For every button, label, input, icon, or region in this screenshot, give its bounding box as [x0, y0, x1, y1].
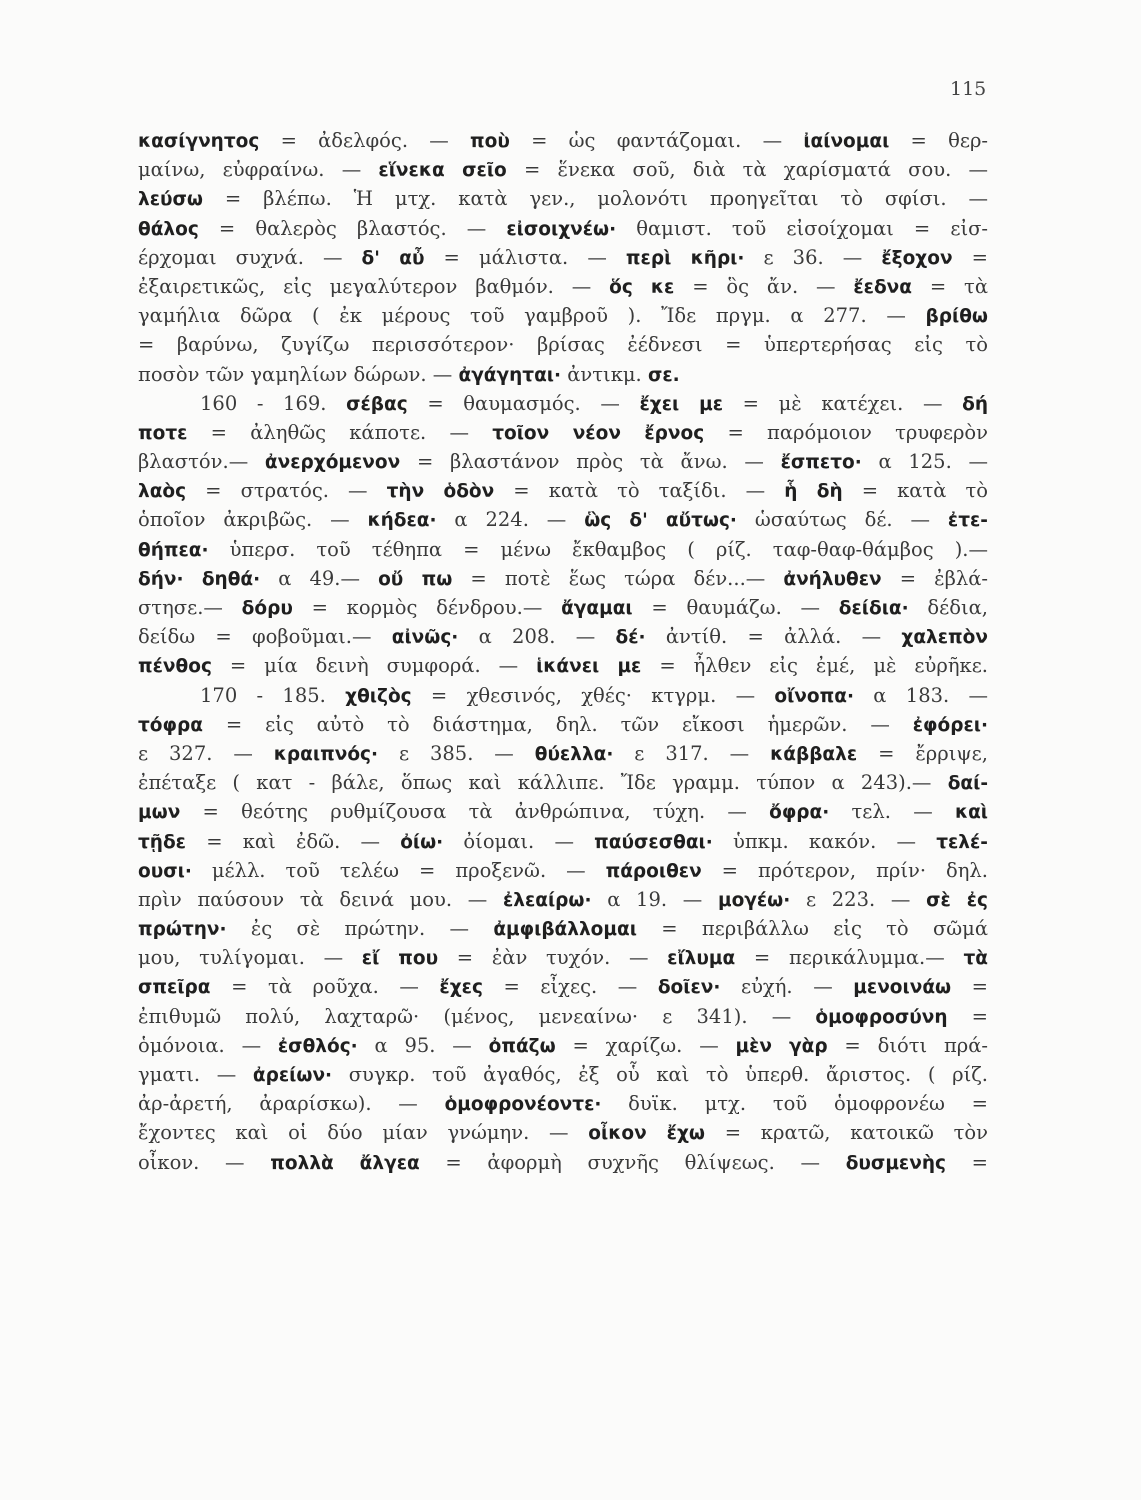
text-line	[138, 972, 988, 1001]
lemma-term: ἱκάνει με	[536, 656, 642, 678]
gloss-text: = περικάλυμμα.—	[735, 946, 964, 970]
gloss-text: ἐξαιρετικῶς, εἰς μεγαλύτερον βαθμόν. —	[138, 274, 610, 298]
text-line	[138, 651, 988, 680]
lemma-term: τὰ	[963, 948, 988, 970]
gloss-text: = ἐβλά-	[881, 566, 989, 590]
lemma-term: αἰνῶς·	[391, 627, 459, 649]
lemma-term: ἀμφιβάλλομαι	[493, 919, 637, 941]
gloss-text: = εἰς αὐτὸ τὸ διάστημα, δηλ. τῶν εἴκοσι ἡμερῶν. —	[202, 712, 913, 736]
gloss-text: = ἀδελφός. —	[259, 129, 470, 152]
gloss-text: = κατὰ τὸ ταξίδι. —	[494, 479, 785, 503]
lemma-term: χθιζὸς	[345, 685, 412, 707]
gloss-text: βλαστόν.—	[138, 450, 265, 474]
gloss-text: γματι. —	[138, 1063, 253, 1086]
text-line	[138, 739, 988, 768]
gloss-text: ὀίομαι. —	[443, 829, 595, 853]
text-line	[138, 1060, 988, 1089]
lemma-term: ἄγαμαι	[561, 598, 633, 619]
gloss-text: = ἔρριψε,	[857, 741, 988, 765]
gloss-text: ποσὸν τῶν γαμηλίων δώρων. —	[138, 362, 459, 386]
gloss-text: = μάλιστα. —	[424, 245, 626, 269]
gloss-text: α 125. —	[861, 450, 989, 474]
gloss-text: = θαλερὸς βλαστός. —	[198, 216, 507, 240]
gloss-text: ἀντίθ. = ἀλλά. —	[645, 625, 902, 649]
lemma-term: βρίθω	[925, 306, 988, 328]
gloss-text: οἶκον. —	[138, 1150, 271, 1174]
lemma-term: σέβας	[346, 393, 408, 415]
lemma-term: ὁμοφροσύνη	[815, 1006, 948, 1028]
gloss-text: ὑπερσ. τοῦ τέθηπα = μένω ἔκθαμβος ( ρίζ. ταφ-θαφ-θάμβος ).—	[208, 537, 988, 561]
gloss-text: = θεότης ρυθμίζουσα τὰ ἀνθρώπινα, τύχη. —	[180, 800, 770, 824]
lemma-term: εἵνεκα σεῖο	[378, 160, 507, 182]
lemma-term: εἴλυμα	[667, 948, 736, 970]
text-line	[138, 564, 988, 593]
gloss-text: = χαρίζω. —	[555, 1033, 736, 1057]
lemma-term: εἰσοιχνέω·	[506, 218, 617, 240]
text-line	[138, 418, 988, 447]
gloss-text: ἐπιθυμῶ πολύ, λαχταρῶ· (μένος, μενεαίνω· ε 341). —	[138, 1004, 816, 1028]
text-line	[138, 505, 988, 534]
lemma-term: ἧ δὴ	[784, 481, 843, 503]
gloss-text: ε 36. —	[744, 245, 882, 269]
gloss-text: = τὰ	[912, 274, 989, 298]
lemma-term: σε.	[647, 364, 680, 386]
lemma-term: μογέω·	[717, 889, 791, 911]
gloss-text: α 183. —	[854, 683, 989, 707]
lemma-term: οἴνοπα·	[774, 685, 854, 707]
gloss-text: δυϊκ. μτχ. τοῦ ὁμοφρονέω =	[601, 1092, 988, 1116]
lemma-term: ὀπάζω	[488, 1035, 556, 1057]
lemma-term: κραιπνός·	[273, 743, 379, 765]
lemma-term: ἔεδνα	[853, 276, 912, 298]
gloss-text: πρὶν παύσουν τὰ δεινά μου. —	[138, 887, 503, 911]
lemma-term: εἴ που	[361, 948, 439, 970]
text-line	[138, 710, 988, 739]
gloss-text: = ἐὰν τυχόν. —	[438, 946, 668, 970]
gloss-text: ἀρ-ἀρετή, ἀραρίσκω). —	[138, 1092, 445, 1116]
lemma-term: οἶκον ἔχω	[588, 1123, 705, 1145]
gloss-text: ἐπέταξε ( κατ - βάλε, ὅπως καὶ κάλλιπε. Ἴδε γραμμ. τύπον α 243).—	[138, 771, 948, 795]
lemma-term: θήπεα·	[138, 539, 209, 561]
gloss-text: ε 223. —	[790, 887, 927, 911]
gloss-text: = διότι πρά-	[827, 1033, 988, 1057]
gloss-text: = ποτὲ ἕως τώρα δέν...—	[452, 566, 784, 590]
gloss-text: ὡσαύτως δέ. —	[736, 508, 948, 532]
gloss-text: = βαρύνω, ζυγίζω περισσότερον· βρίσας ἐέδνεσι = ὑπερτερήσας εἰς τὸ	[138, 333, 988, 357]
gloss-text: = παρόμοιον τρυφερὸν	[704, 420, 988, 444]
text-line	[138, 622, 988, 651]
lemma-term: δόρυ	[241, 598, 293, 619]
text-line	[138, 330, 988, 359]
lemma-term: ὁμοφρονέοντε·	[444, 1094, 602, 1116]
text-line	[138, 885, 988, 914]
text-line	[138, 943, 988, 972]
gloss-text: = θερ-	[889, 129, 989, 152]
gloss-text: ε 327. —	[138, 741, 274, 765]
lemma-term: κασίγνητος	[138, 131, 260, 152]
gloss-text: = στρατός. —	[186, 479, 387, 503]
gloss-text: = κατὰ τὸ	[842, 479, 989, 503]
lemma-term: οὔ πω	[378, 568, 453, 590]
text-line	[138, 1118, 988, 1147]
gloss-text: ἔχοντες καὶ οἱ δύο μίαν γνώμην. —	[138, 1121, 589, 1145]
gloss-text: α 95. —	[357, 1033, 489, 1057]
text-line	[138, 272, 988, 301]
text-line	[138, 476, 988, 505]
gloss-text: α 49.—	[260, 566, 379, 590]
lemma-term: ποτε	[138, 422, 188, 444]
gloss-text: =	[947, 1004, 988, 1028]
lemma-term: ἀρείων·	[252, 1065, 333, 1086]
lemma-term: δαί-	[947, 773, 988, 795]
gloss-text: = θαυμάζω. —	[632, 596, 839, 619]
gloss-text: = θαυμασμός. —	[407, 391, 640, 415]
gloss-text: =	[952, 245, 988, 269]
lemma-term: ἐλεαίρω·	[502, 889, 592, 911]
lemma-term: δείδια·	[838, 598, 909, 619]
text-line	[138, 360, 988, 389]
gloss-text: ἀντικμ.	[561, 362, 648, 386]
lemma-term: ἀνερχόμενον	[264, 452, 401, 474]
lemma-term: τῇδε	[138, 831, 186, 853]
text-line	[138, 1002, 988, 1031]
text-line	[138, 681, 988, 710]
gloss-text: ε 317. —	[613, 741, 771, 765]
gloss-text: =	[945, 1150, 989, 1174]
lemma-term: δήν· δηθά·	[138, 568, 261, 590]
text-line	[138, 827, 988, 856]
lemma-term: πολλὰ ἄλγεα	[270, 1152, 420, 1174]
text-line	[138, 768, 988, 797]
lemma-term: πρώτην·	[138, 919, 227, 941]
text-line	[138, 243, 988, 272]
lemma-term: ουσι·	[138, 860, 192, 882]
gloss-text: =	[951, 975, 989, 999]
gloss-text: = κρατῶ, κατοικῶ τὸν	[704, 1121, 988, 1145]
gloss-text: μου, τυλίγομαι. —	[138, 946, 362, 970]
gloss-text: μαίνω, εὐφραίνω. —	[138, 158, 379, 182]
lemma-term: δ' αὖ	[361, 247, 425, 269]
gloss-text: ὁποῖον ἀκριβῶς. —	[138, 508, 368, 532]
gloss-text: = εἶχες. —	[482, 975, 658, 999]
lemma-term: πάροιθεν	[605, 860, 702, 882]
gloss-text: 170 - 185.	[200, 683, 346, 707]
lemma-term: ἔχες	[439, 977, 483, 999]
text-line	[138, 447, 988, 476]
gloss-text: στησε.—	[138, 596, 242, 619]
lemma-term: ὀίω·	[400, 831, 444, 853]
gloss-text: συγκρ. τοῦ ἀγαθός, ἐξ οὗ καὶ τὸ ὑπερθ. ἄριστος. ( ρίζ.	[332, 1063, 988, 1086]
lemma-term: σπεῖρα	[138, 977, 211, 999]
lemma-term: ὣς δ' αὔτως·	[584, 510, 737, 532]
text-line	[138, 389, 988, 418]
text-line	[138, 301, 988, 330]
gloss-text: = ἦλθεν εἰς ἐμέ, μὲ εὐρῆκε.	[641, 654, 988, 678]
text-line	[138, 184, 988, 213]
lemma-term: μων	[138, 802, 181, 824]
gloss-text: = πρότερον, πρίν· δηλ.	[701, 858, 988, 882]
lemma-term: τοῖον νέον ἔρνος	[492, 422, 705, 444]
gloss-text: θαμιστ. τοῦ εἰσοίχομαι = εἰσ-	[616, 216, 988, 240]
lemma-term: μὲν γὰρ	[735, 1035, 828, 1057]
gloss-text: ε 385. —	[378, 741, 535, 765]
lemma-term: παύσεσθαι·	[594, 831, 713, 853]
gloss-text: μέλλ. τοῦ τελέω = προξενῶ. —	[191, 858, 606, 882]
text-line	[138, 914, 988, 943]
gloss-text: = ὃς ἄν. —	[674, 274, 854, 298]
lemma-term: περὶ κῆρι·	[625, 247, 745, 269]
gloss-text: δείδω = φοβοῦμαι.—	[138, 625, 392, 649]
lemma-term: δέ·	[615, 627, 646, 649]
text-line	[138, 1031, 988, 1060]
gloss-text: γαμήλια δῶρα ( ἐκ μέρους τοῦ γαμβροῦ ). Ἴδε πργμ. α 277. —	[138, 304, 926, 328]
gloss-text: = τὰ ροῦχα. —	[210, 975, 440, 999]
gloss-text: = ἀφορμὴ συχνῆς θλίψεως. —	[419, 1150, 846, 1174]
gloss-text: = ὡς φαντάζομαι. —	[509, 129, 804, 152]
text-line	[138, 1089, 988, 1118]
lemma-term: μενοινάω	[853, 977, 952, 999]
lemma-term: δοῖεν·	[657, 977, 721, 999]
gloss-text: = ἀληθῶς κάποτε. —	[187, 420, 493, 444]
text-line	[138, 797, 988, 826]
gloss-text: εὐχή. —	[720, 975, 854, 999]
gloss-text: = χθεσινός, χθές· κτγρμ. —	[411, 683, 775, 707]
lemma-term: ἐφόρει·	[912, 714, 988, 736]
text-line	[138, 593, 988, 622]
gloss-text: = κορμὸς δένδρου.—	[292, 596, 562, 619]
glossary-text-block	[138, 126, 988, 1177]
gloss-text: ὑπκμ. κακόν. —	[712, 829, 937, 853]
gloss-text: τελ. —	[829, 800, 955, 824]
gloss-text: α 208. —	[458, 625, 616, 649]
gloss-text: = βλέπω. Ἡ μτχ. κατὰ γεν., μολονότι προηγεῖται τὸ σφίσι. —	[203, 187, 988, 211]
lemma-term: ποὺ	[470, 131, 510, 152]
gloss-text: = ἕνεκα σοῦ, διὰ τὰ χαρίσματά σου. —	[506, 158, 988, 182]
gloss-text: ὁμόνοια. —	[138, 1033, 278, 1057]
lemma-term: λεύσω	[138, 189, 203, 211]
lemma-term: δή	[962, 393, 988, 415]
text-line	[138, 535, 988, 564]
lemma-term: ὄφρα·	[769, 802, 830, 824]
lemma-term: τὴν ὁδὸν	[386, 481, 495, 503]
lemma-term: ἔξοχον	[881, 247, 953, 269]
gloss-text: έρχομαι συχνά. —	[138, 245, 362, 269]
gloss-text: = μία δεινὴ συμφορά. —	[211, 654, 537, 678]
lemma-term: τόφρα	[138, 714, 203, 736]
text-line	[138, 214, 988, 243]
text-line	[138, 856, 988, 885]
gloss-text: = μὲ κατέχει. —	[723, 391, 963, 415]
lemma-term: ἀνήλυθεν	[783, 568, 882, 590]
lemma-term: ἔσπετο·	[780, 452, 862, 474]
lemma-term: θάλος	[138, 218, 199, 240]
text-line	[138, 155, 988, 184]
gloss-text: = καὶ ἐδῶ. —	[185, 829, 401, 853]
lemma-term: κήδεα·	[367, 510, 437, 532]
lemma-term: χαλεπὸν	[901, 627, 988, 649]
gloss-text: α 19. —	[591, 887, 718, 911]
gloss-text: α 224. —	[436, 508, 585, 532]
lemma-term: θύελλα·	[534, 743, 614, 765]
gloss-text: ἐς σὲ πρώτην. —	[226, 917, 494, 941]
lemma-term: δυσμενὴς	[845, 1152, 946, 1174]
lemma-term: ἐτε-	[947, 510, 988, 532]
gloss-text: = περιβάλλω εἰς τὸ σῶμά	[636, 917, 988, 941]
page-number: 115	[950, 78, 987, 100]
text-line	[138, 126, 988, 155]
lemma-term: σὲ ἐς	[926, 889, 988, 911]
lemma-term: ἰαίνομαι	[803, 131, 890, 152]
lemma-term: ἔχει με	[639, 393, 724, 415]
lemma-term: τελέ-	[936, 831, 988, 853]
lemma-term: ὅς κε	[609, 276, 675, 298]
text-line	[138, 1148, 988, 1177]
lemma-term: ἐσθλός·	[277, 1035, 358, 1057]
lemma-term: πένθος	[138, 656, 212, 678]
gloss-text: 160 - 169.	[200, 391, 347, 415]
lemma-term: λαὸς	[138, 481, 187, 503]
gloss-text: δέδια,	[908, 596, 989, 619]
lemma-term: κάββαλε	[770, 743, 858, 765]
lemma-term: καὶ	[954, 802, 988, 824]
gloss-text: = βλαστάνον πρὸς τὰ ἄνω. —	[400, 450, 781, 474]
lemma-term: ἀγάγηται·	[458, 364, 562, 386]
